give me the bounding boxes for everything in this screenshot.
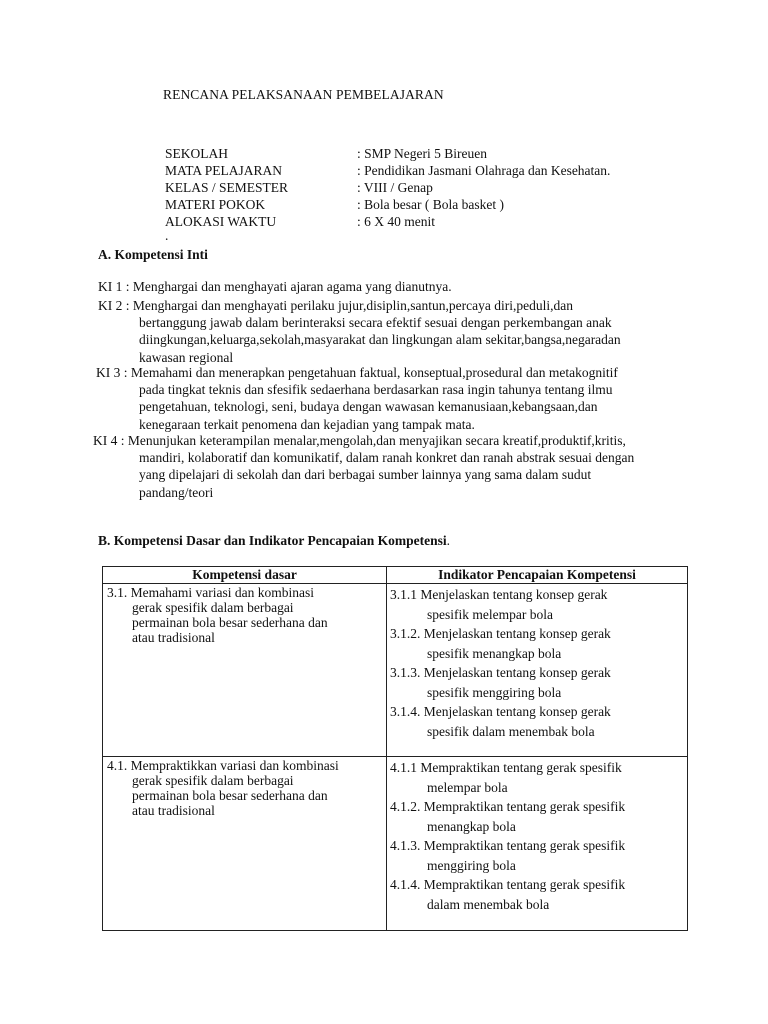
kd-3-1-line-1: 3.1. Memahami variasi dan kombinasi [107,585,314,600]
section-a-heading: A. Kompetensi Inti [98,247,208,262]
identity-value-kelas-semester: : VIII / Genap [357,180,433,195]
ki-3-line-4: kenegaraan terkait penomena dan kejadian yang tampak mata. [139,416,475,432]
ki-3-line-3: pengetahuan, teknologi, seni, budaya dengan wawasan kemanusiaan,kebangsaan,dan [139,399,598,415]
ki-2-line-4: kawasan regional [139,349,234,365]
indicator-3-1-4-line-2: spesifik dalam menembak bola [427,723,595,739]
indicator-3-1-1-line-2: spesifik melempar bola [427,606,553,622]
indicator-item [390,663,684,702]
kd-3-1-line-4: atau tradisional [132,630,215,645]
ki-3 [96,364,618,433]
indicator-cell-4-1 [387,757,688,931]
indicator-4-1-4-line-1: 4.1.4. Mempraktikan tentang gerak spesifik [390,877,626,892]
document-title: RENCANA PELAKSANAAN PEMBELAJARAN [163,87,444,102]
identity-value-materi-pokok: : Bola besar ( Bola basket ) [357,197,504,212]
section-b-heading [98,533,450,549]
ki-4-line-3: yang dipelajari di sekolah dan dari berbagai sumber lainnya yang sama dalam sudut [139,467,592,483]
indicator-3-1-2-line-2: spesifik menangkap bola [427,645,562,661]
ki-1-line-1: Menghargai dan menghayati ajaran agama yang dianutnya. [132,279,452,294]
indicator-item [390,836,684,875]
kd-4-1-line-4: atau tradisional [132,803,215,818]
ki-2 [98,297,621,366]
indicator-4-1-4-line-2: dalam menembak bola [427,896,550,912]
table-row [103,757,688,931]
indicator-item [390,702,684,741]
section-b-heading-text: B. Kompetensi Dasar dan Indikator Pencapaian Kompetensi [98,533,447,548]
kd-4-1-line-3: permainan bola besar sederhana dan [132,788,328,803]
competency-table [102,566,688,931]
indicator-item [390,758,684,797]
header-indikator: Indikator Pencapaian Kompetensi [387,567,688,584]
identity-value-mata-pelajaran: : Pendidikan Jasmani Olahraga dan Kesehatan. [357,163,611,178]
indicator-3-1-3-line-2: spesifik menggiring bola [427,684,562,700]
indicator-cell-3-1 [387,584,688,757]
ki-2-line-2: bertanggung jawab dalam berinteraksi secara efektif sesuai dengan perkembangan anak [139,315,612,331]
indicator-4-1-3-line-1: 4.1.3. Mempraktikan tentang gerak spesifik [390,838,626,853]
identity-value-sekolah: : SMP Negeri 5 Bireuen [357,146,487,161]
section-b-heading-period: . [446,533,451,548]
ki-4-line-2: mandiri, kolaboratif dan komunikatif, dalam ranah konkret dan ranah abstrak sesuai dengan [139,450,635,466]
kd-4-1-line-2: gerak spesifik dalam berbagai [132,773,294,788]
indicator-3-1-3-line-1: 3.1.3. Menjelaskan tentang konsep gerak [390,665,611,680]
ki-2-label: KI 2 : [98,298,133,313]
indicator-3-1-2-line-1: 3.1.2. Menjelaskan tentang konsep gerak [390,626,611,641]
ki-4-line-4: pandang/teori [139,484,214,500]
ki-4 [93,432,634,501]
identity-label-materi-pokok: MATERI POKOK [165,197,266,212]
ki-4-label: KI 4 : [93,433,128,448]
ki-3-line-1: Memahami dan menerapkan pengetahuan faktual, konseptual,prosedural dan metakognitif [130,365,618,380]
indicator-4-1-1-line-2: melempar bola [427,779,508,795]
ki-2-line-3: diingkungan,keluarga,sekolah,masyarakat dan lingkungan alam sekitar,bangsa,negaradan [139,332,621,348]
identity-label-sekolah: SEKOLAH [165,146,228,161]
indicator-item [390,585,684,624]
identity-label-mata-pelajaran: MATA PELAJARAN [165,163,283,178]
ki-4-line-1: Menunjukan keterampilan menalar,mengolah,dan menyajikan secara kreatif,produktif,kritis, [127,433,626,448]
kd-4-1-line-1: 4.1. Mempraktikkan variasi dan kombinasi [107,758,339,773]
indicator-item [390,875,684,914]
identity-value-alokasi-waktu: : 6 X 40 menit [357,214,435,229]
indicator-4-1-3-line-2: menggiring bola [427,857,516,873]
ki-1-label: KI 1 : [98,279,133,294]
kd-3-1-line-2: gerak spesifik dalam berbagai [132,600,294,615]
ki-1 [98,278,452,295]
indicator-item [390,624,684,663]
indicator-3-1-1-line-1: 3.1.1 Menjelaskan tentang konsep gerak [390,587,608,602]
table-header-row [103,567,688,584]
indicator-item [390,797,684,836]
ki-3-label: KI 3 : [96,365,131,380]
ki-2-line-1: Menghargai dan menghayati perilaku jujur,disiplin,santun,percaya diri,peduli,dan [132,298,573,313]
kd-3-1-line-3: permainan bola besar sederhana dan [132,615,328,630]
kd-cell-4-1 [103,757,387,931]
indicator-4-1-2-line-2: menangkap bola [427,818,516,834]
kd-cell-3-1 [103,584,387,757]
ki-3-line-2: pada tingkat teknis dan sfesifik sedaerhana berdasarkan rasa ingin tahunya tentang ilmu [139,382,613,398]
indicator-3-1-4-line-1: 3.1.4. Menjelaskan tentang konsep gerak [390,704,611,719]
identity-label-alokasi-waktu: ALOKASI WAKTU [165,214,277,229]
indicator-4-1-2-line-1: 4.1.2. Mempraktikan tentang gerak spesifik [390,799,626,814]
table-row [103,584,688,757]
identity-label-kelas-semester: KELAS / SEMESTER [165,180,289,195]
indicator-4-1-1-line-1: 4.1.1 Mempraktikan tentang gerak spesifik [390,760,622,775]
stray-dot: . [165,228,169,243]
header-kompetensi-dasar: Kompetensi dasar [103,567,387,584]
